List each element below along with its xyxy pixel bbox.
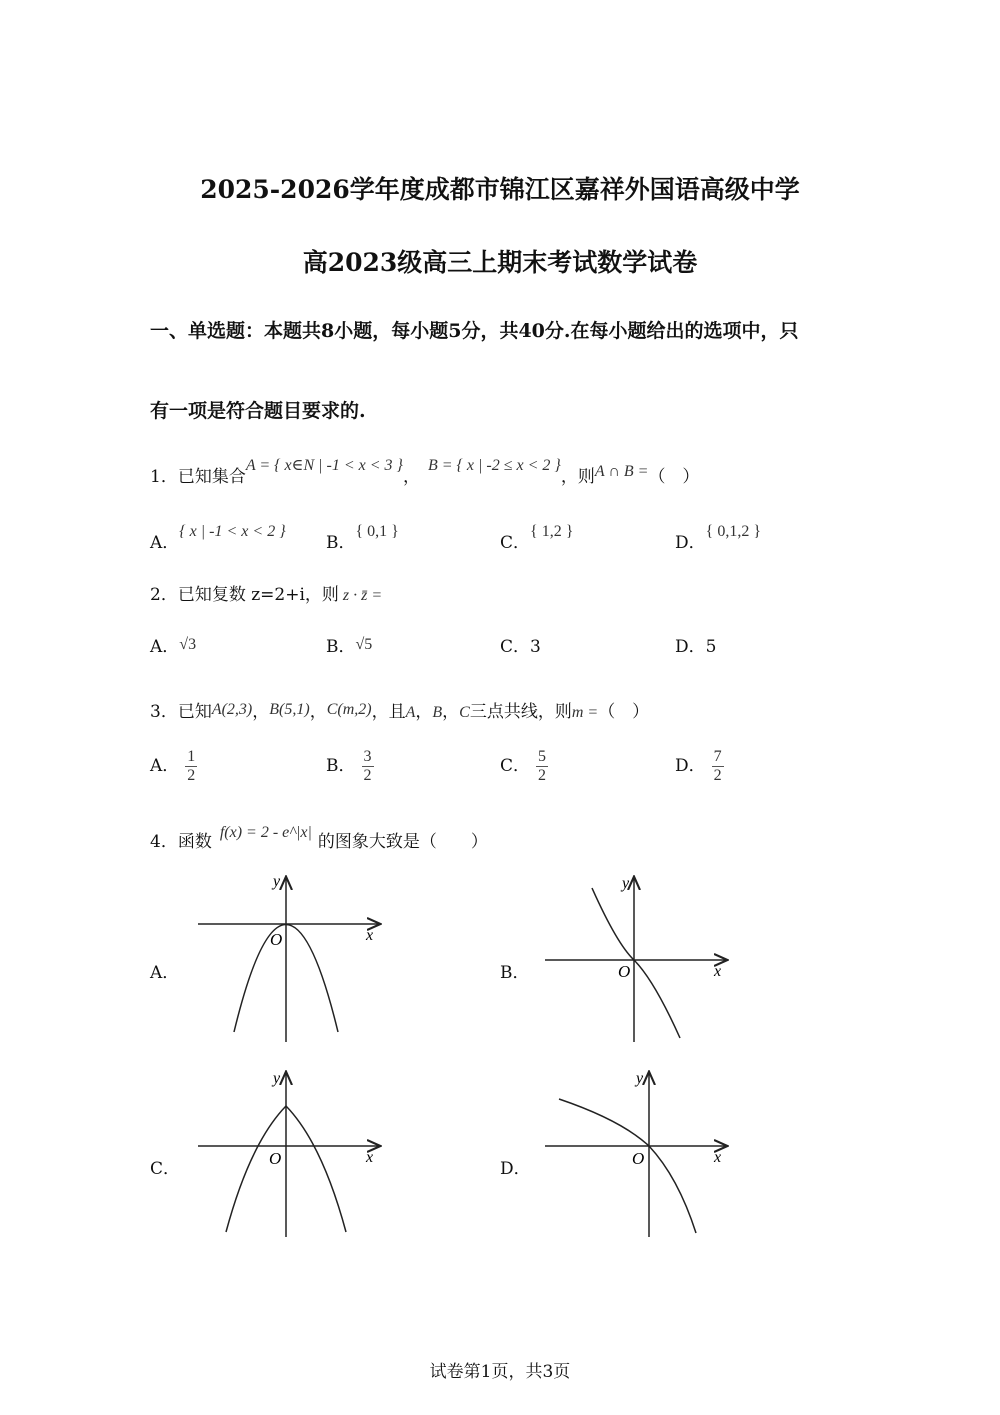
y-axis-label: y [273, 873, 281, 890]
q1-option-c-value: { 1,2 } [530, 523, 574, 540]
q1-separator: ， [402, 467, 420, 487]
q4-graph-a [195, 870, 385, 1045]
function-curve [592, 888, 680, 1038]
x-axis-label: x [714, 1149, 722, 1166]
q4-graph-c [195, 1065, 385, 1240]
q3-comma-1: ， [252, 702, 270, 722]
q4-option-c-label: C． [150, 1159, 181, 1179]
function-curve [559, 1099, 696, 1233]
q3-c: C [459, 704, 470, 721]
question-1 [150, 457, 700, 487]
question-2 [150, 580, 382, 605]
q2-option-a [150, 632, 196, 657]
q4-graph-d [545, 1065, 735, 1240]
origin-label: O [618, 962, 631, 981]
q2-option-b [326, 632, 372, 657]
q3-option-b-den: 2 [363, 767, 372, 784]
function-curve-right [286, 1106, 346, 1232]
q3-option-a-label: A． [150, 756, 180, 776]
q1-option-d [675, 523, 761, 553]
q3-option-d-den: 2 [713, 767, 722, 784]
q3-comma-3: ， [415, 702, 433, 722]
q3-option-c-num: 5 [538, 748, 547, 765]
q4-function: f(x) = 2 - e^|x| [219, 824, 312, 841]
q3-option-b-label: B． [326, 756, 356, 776]
q3-option-a-den: 2 [187, 767, 196, 784]
q3-option-c [500, 748, 548, 785]
q2-option-a-label: A． [150, 637, 180, 657]
section-heading-line1: 一、单选题：本题共8小题，每小题5分，共40分.在每小题给出的选项中，只 [150, 320, 799, 342]
q3-option-d [675, 748, 724, 785]
q1-prefix: 1．已知集合 [150, 467, 246, 487]
page-footer: 试卷第1页，共3页 [429, 1362, 571, 1382]
q1-paren: （ ） [648, 467, 700, 487]
q3-option-b-fraction [362, 748, 374, 785]
q3-a: A [405, 704, 416, 721]
q1-set-a: A = { x∈N | -1 < x < 3 } [245, 457, 403, 474]
q4-tail: 的图象大致是（ ） [317, 832, 488, 852]
q2-option-d [675, 632, 716, 657]
q1-option-b-value: { 0,1 } [355, 523, 399, 540]
q2-expression: z · z̄ = [342, 587, 383, 604]
q3-option-b [326, 748, 374, 785]
q1-option-a-label: A． [150, 533, 180, 553]
q3-option-d-fraction [712, 748, 724, 785]
y-axis-label: y [273, 1070, 281, 1087]
section-heading-line2: 有一项是符合题目要求的. [150, 400, 366, 422]
q1-option-a [150, 523, 286, 553]
q3-option-c-label: C． [500, 756, 531, 776]
q3-option-a-num: 1 [187, 748, 196, 765]
q3-option-a [150, 748, 197, 785]
q1-option-c [500, 523, 574, 553]
q4-option-a-label: A． [150, 963, 180, 983]
y-axis-label: y [636, 1070, 644, 1087]
q2-text: 2．已知复数 z=2+i，则 [150, 585, 339, 605]
exam-title-line2: 高2023级高三上期末考试数学试卷 [302, 248, 698, 277]
q3-and: ，且 [371, 702, 406, 722]
q3-comma-2: ， [309, 702, 327, 722]
q2-option-d-label: D． [675, 637, 706, 657]
q3-m: m = [571, 704, 599, 721]
q4-option-d-label: D． [500, 1159, 531, 1179]
q3-point-a: A(2,3) [211, 701, 253, 718]
y-axis-label: y [622, 875, 630, 892]
q3-option-c-den: 2 [538, 767, 547, 784]
x-axis-label: x [366, 1149, 374, 1166]
origin-label: O [269, 1149, 282, 1168]
q3-point-c: C(m,2) [326, 701, 372, 718]
q2-option-c-label: C． [500, 637, 531, 657]
q2-option-d-value: 5 [705, 637, 717, 657]
q3-point-b: B(5,1) [269, 701, 310, 718]
q3-option-b-num: 3 [363, 748, 372, 765]
q1-option-b-label: B． [326, 533, 356, 553]
q3-option-a-fraction [185, 748, 197, 785]
exam-title-line1: 2025-2026学年度成都市锦江区嘉祥外国语高级中学 [200, 175, 800, 204]
q4-option-b-label: B． [500, 963, 530, 983]
q1-option-d-label: D． [675, 533, 706, 553]
q2-option-c-value: 3 [530, 637, 541, 657]
q2-option-a-value: √3 [179, 636, 197, 653]
origin-label: O [270, 930, 283, 949]
function-curve-left [226, 1106, 286, 1232]
q3-comma-4: ， [442, 702, 460, 722]
q1-option-b [326, 523, 399, 553]
q3-tail: 三点共线，则 [469, 702, 572, 722]
q3-option-d-num: 7 [713, 748, 722, 765]
q3-b: B [432, 704, 443, 721]
x-axis-label: x [714, 963, 722, 980]
q3-prefix: 3．已知 [150, 702, 212, 722]
q1-then: ，则 [560, 467, 595, 487]
q3-option-d-label: D． [675, 756, 706, 776]
q1-expression: A ∩ B = [594, 463, 649, 480]
q3-option-c-fraction [536, 748, 548, 785]
x-axis-label: x [366, 927, 374, 944]
q2-option-b-value: √5 [355, 636, 373, 653]
question-4 [150, 824, 488, 852]
q1-set-b: B = { x | -2 ≤ x < 2 } [427, 457, 561, 474]
q2-option-b-label: B． [326, 637, 356, 657]
question-3 [150, 697, 649, 722]
q1-option-a-value: { x | -1 < x < 2 } [179, 523, 286, 540]
q3-paren: （ ） [598, 702, 650, 722]
q1-option-d-value: { 0,1,2 } [705, 523, 761, 540]
q2-option-c [500, 632, 541, 657]
q4-graph-b [545, 870, 735, 1045]
q4-prefix: 4．函数 [150, 832, 212, 852]
origin-label: O [632, 1149, 645, 1168]
q1-option-c-label: C． [500, 533, 531, 553]
